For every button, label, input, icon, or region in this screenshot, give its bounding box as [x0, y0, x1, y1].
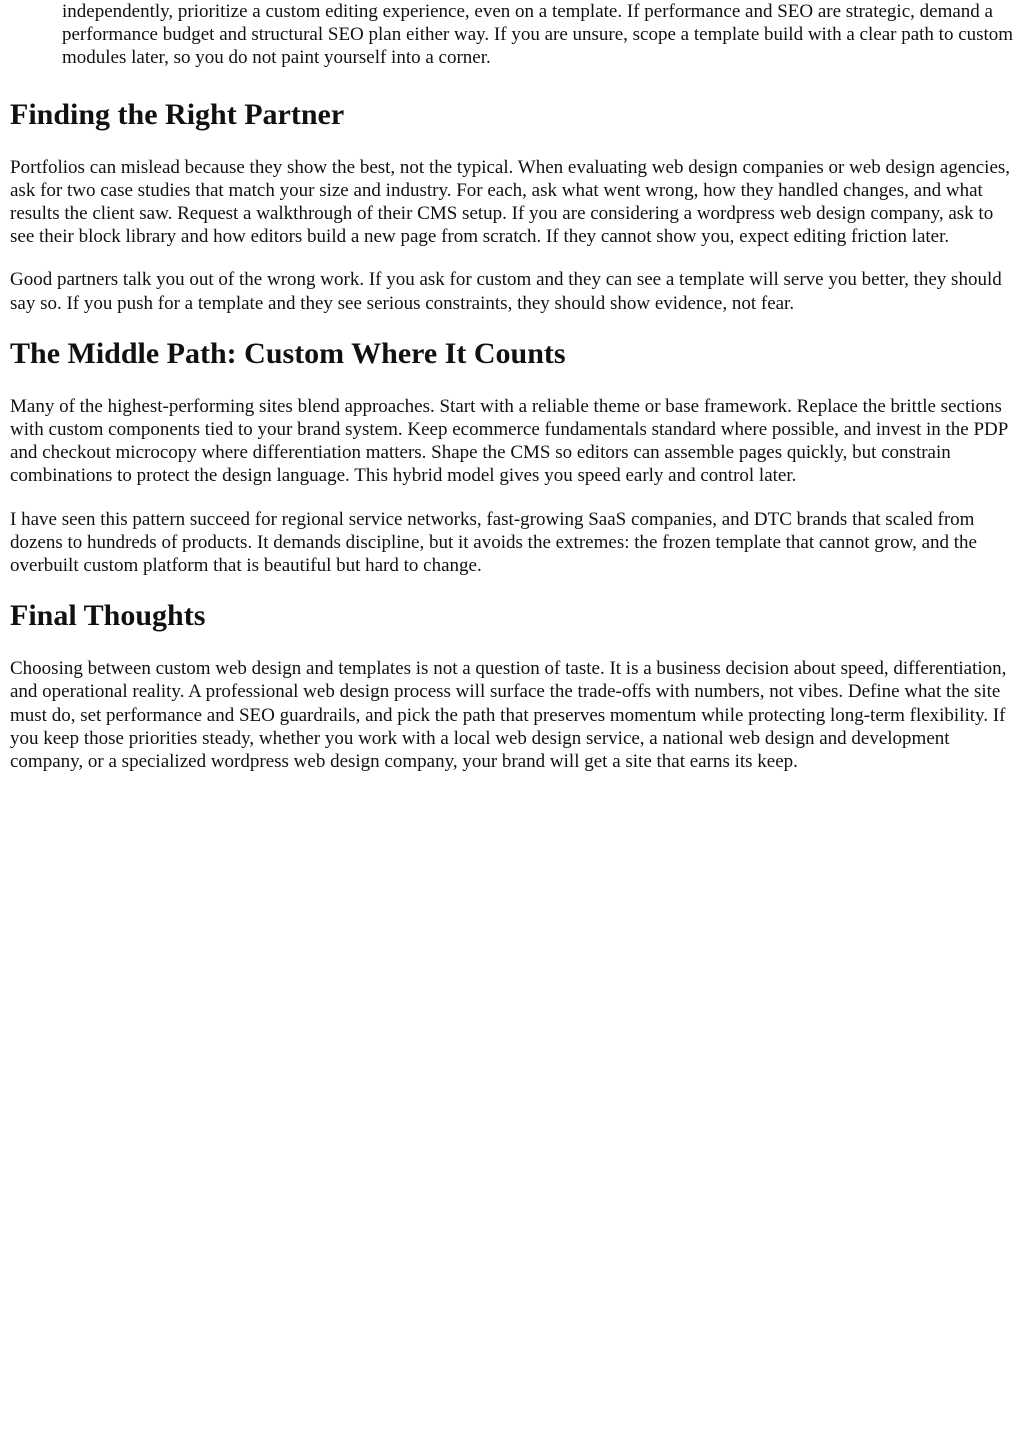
paragraph-choosing: Choosing between custom web design and templates is not a question of taste. It is a business decision about speed, differentiation, and operational reality. A professional web design process will surface the trade-offs with numbers, not vibes. Define what the site must do, set performance and SEO guardrails, and pick the path that preserves momentum while protecting long-term flexibility. If you keep those priorities steady, whether you work with a local web design service, a national web design and development company, or a specialized wordpress web design company, your brand will get a site that earns its keep. — [10, 658, 1007, 773]
paragraph-many-sites: Many of the highest-performing sites blend approaches. Start with a reliable theme or base framework. Replace the brittle sections with custom components tied to your brand system. Keep ecommerce fundamentals standard where possible, and invest in the PDP and checkout microcopy where differentiation matters. Shape the CMS so editors can assemble pages quickly, but constrain combinations to protect the design language. This hybrid model gives you speed early and control later. — [10, 395, 1008, 487]
paragraph-pattern-succeed: I have seen this pattern succeed for regional service networks, fast-growing SaaS companies, and DTC brands that scaled from dozens to hundreds of products. It demands discipline, but it avoids the extremes: the frozen template that cannot grow, and the overbuilt custom platform that is beautiful but hard to change. — [10, 508, 977, 577]
document-page — [10, 0, 1014, 773]
heading-final-thoughts: Final Thoughts — [10, 599, 206, 633]
paragraph-portfolios: Portfolios can mislead because they show the best, not the typical. When evaluating web design companies or web design agencies, ask for two case studies that match your size and industry. For each, ask what went wrong, how they handled changes, and what results the client saw. Request a walkthrough of their CMS setup. If you are considering a wordpress web design company, ask to see their block library and how editors build a new page from scratch. If they cannot show you, expect editing friction later. — [10, 156, 1011, 248]
paragraph-good-partners: Good partners talk you out of the wrong work. If you ask for custom and they can see a template will serve you better, they should say so. If you push for a template and they see serious constraints, they should show evidence, not fear. — [10, 269, 1002, 314]
heading-the-middle-path: The Middle Path: Custom Where It Counts — [10, 336, 566, 370]
continued-list-paragraph: independently, prioritize a custom editing experience, even on a template. If performance and SEO are strategic, demand a performance budget and structural SEO plan either way. If you are unsure, scope a template build with a clear path to custom modules later, so you do not paint yourself into a corner. — [62, 1, 1014, 69]
heading-finding-the-right-partner: Finding the Right Partner — [10, 97, 345, 131]
